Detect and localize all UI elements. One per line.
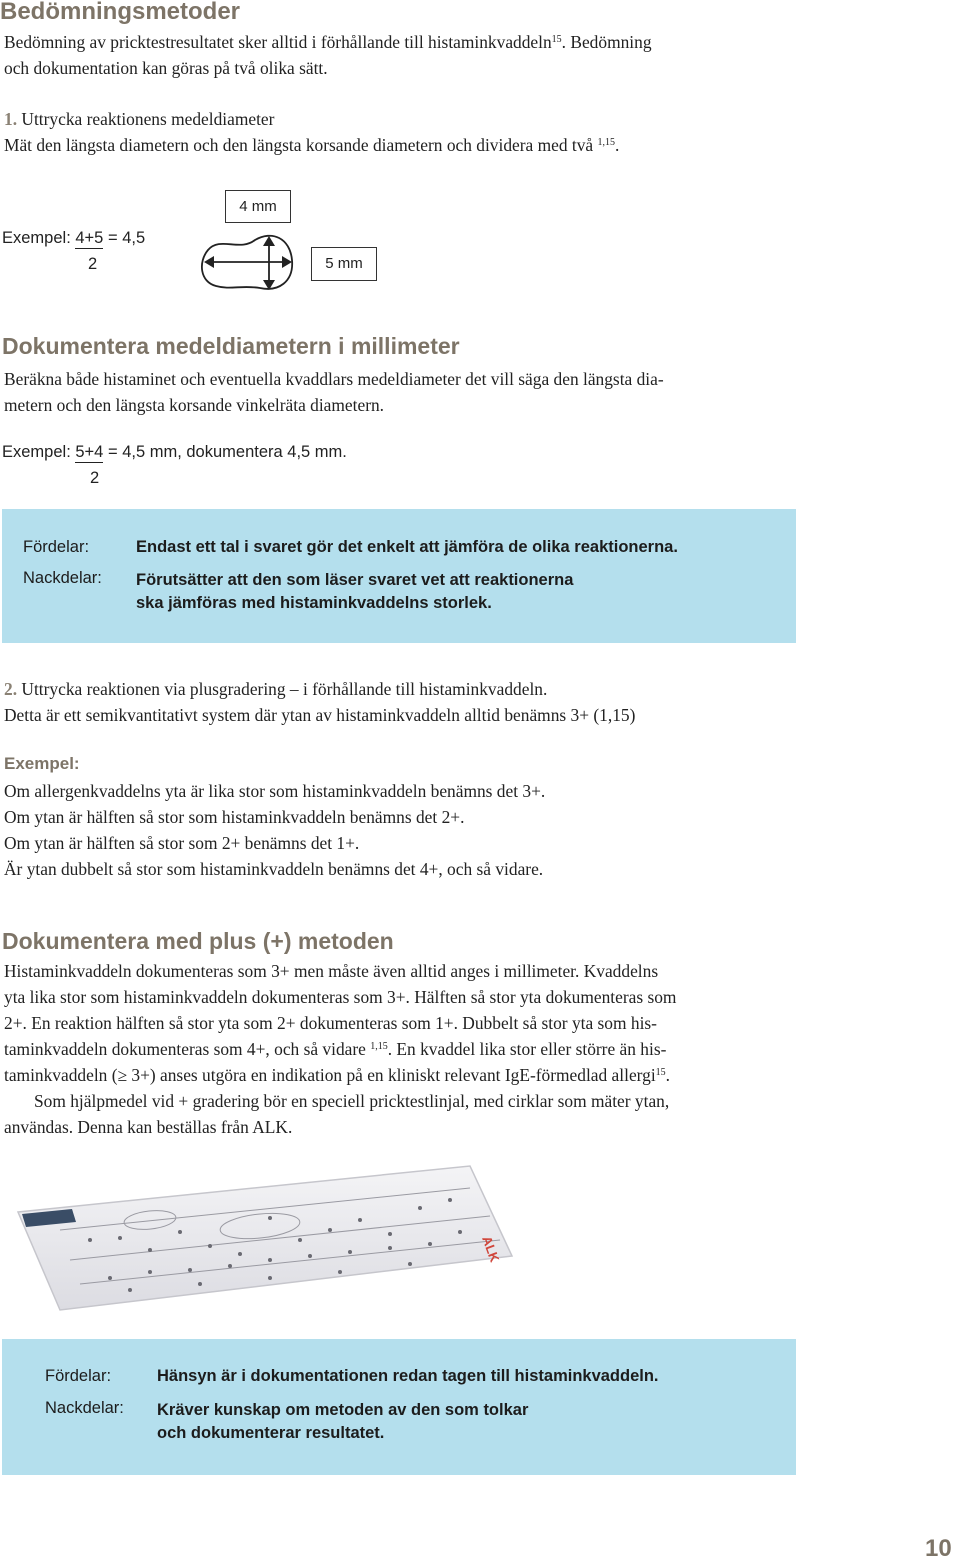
- right-arrow-icon: [282, 256, 292, 268]
- method-2-body: Detta är ett semikvantitativt system där ytan av histaminkvaddeln alltid benämns 3+ (1,15): [4, 705, 636, 725]
- intro-paragraph: Bedömning av pricktestresultatet sker alltid i förhållande till histaminkvaddeln$^{15}$. Bedömning och dokumentation kan göras på två olika sätt.: [4, 32, 652, 78]
- example-2-denominator: 2: [90, 469, 100, 487]
- pros-cons-box-1: [2, 509, 796, 643]
- cons-text: Kräver kunskap om metoden av den som tolkar och dokumenterar resultatet.: [157, 1401, 529, 1442]
- page-number: 10: [925, 1535, 952, 1562]
- example-2-formula: Exempel: 5+4 = 4,5 mm, dokumentera 4,5 mm.: [2, 443, 347, 461]
- example-3-label: Exempel:: [4, 754, 80, 773]
- wheal-diagram: [200, 232, 296, 294]
- example-line: Om ytan är hälften så stor som histaminkvaddeln benämns det 2+.: [4, 807, 465, 827]
- example-line: Är ytan dubbelt så stor som histaminkvaddeln benämns det 4+, och så vidare.: [4, 859, 544, 879]
- ruler-body: [18, 1166, 512, 1310]
- pros-label: Fördelar:: [23, 538, 90, 556]
- section-2-body: Beräkna både histaminet och eventuella kvaddlars medeldiameter det vill säga den längsta dia- metern och den längsta korsande vinkelräta diametern.: [4, 369, 664, 415]
- page-heading: Bedömningsmetoder: [0, 0, 241, 25]
- method-2-title: 2. Uttrycka reaktionen via plusgradering – i förhållande till histaminkvaddeln.: [4, 679, 548, 699]
- example-1-denominator: 2: [88, 255, 98, 273]
- up-arrow-icon: [263, 236, 275, 246]
- method-1-title: 1. Uttrycka reaktionens medeldiameter: [4, 109, 275, 129]
- example-1-formula: Exempel: 4+5 = 4,5: [2, 229, 146, 247]
- cons-text: Förutsätter att den som läser svaret vet att reaktionerna ska jämföras med histaminkvaddelns storlek.: [136, 571, 574, 612]
- section-3-body: Histaminkvaddeln dokumenteras som 3+ men måste även alltid anges i millimeter. Kvaddelns yta lika stor som histaminkvaddeln dokumenteras som 3+. Hälften så stor yta dokumenteras som 2+. En reaktion hälften så stor yta som 2+ dokumenteras som 1+. Dubbelt så stor yta som his- taminkvaddeln dokumenteras som 4+, och så vidare $^{1,15}$. En kvaddel lika stor eller större än his- taminkvaddeln (≥ 3+) anses utgöra en indikation på en kliniskt relevant IgE-förmedlad allergi$^{15}$. Som hjälpmedel vid + gradering bör en speciell pricktestlinjal, med cirklar som mäter ytan, användas. Denna kan beställas från ALK.: [4, 961, 677, 1137]
- example-line: Om ytan är hälften så stor som 2+ benämns det 1+.: [4, 833, 360, 853]
- pros-text: Hänsyn är i dokumentationen redan tagen till histaminkvaddeln.: [157, 1367, 659, 1385]
- cons-label: Nackdelar:: [45, 1399, 124, 1417]
- method-1-body: Mät den längsta diametern och den längsta korsande diametern och dividera med två $^{1,15}$.: [4, 135, 620, 155]
- pricktest-ruler-image: [0, 1160, 520, 1320]
- diameter-label-4mm: 4 mm: [225, 190, 291, 223]
- section-heading-plus-metoden: Dokumentera med plus (+) metoden: [2, 928, 394, 954]
- pros-cons-box-2: [2, 1339, 796, 1475]
- example-3-lines: [4, 778, 545, 882]
- ruler-brand-logo: ALK: [479, 1233, 503, 1265]
- pros-text: Endast ett tal i svaret gör det enkelt att jämföra de olika reaktionerna.: [136, 538, 678, 556]
- section-heading-medeldiameter: Dokumentera medeldiametern i millimeter: [2, 333, 460, 359]
- pros-label: Fördelar:: [45, 1367, 112, 1385]
- cons-label: Nackdelar:: [23, 569, 102, 587]
- diameter-label-5mm: 5 mm: [311, 247, 377, 281]
- left-arrow-icon: [204, 256, 214, 268]
- example-line: Om allergenkvaddelns yta är lika stor som histaminkvaddeln benämns det 3+.: [4, 781, 546, 801]
